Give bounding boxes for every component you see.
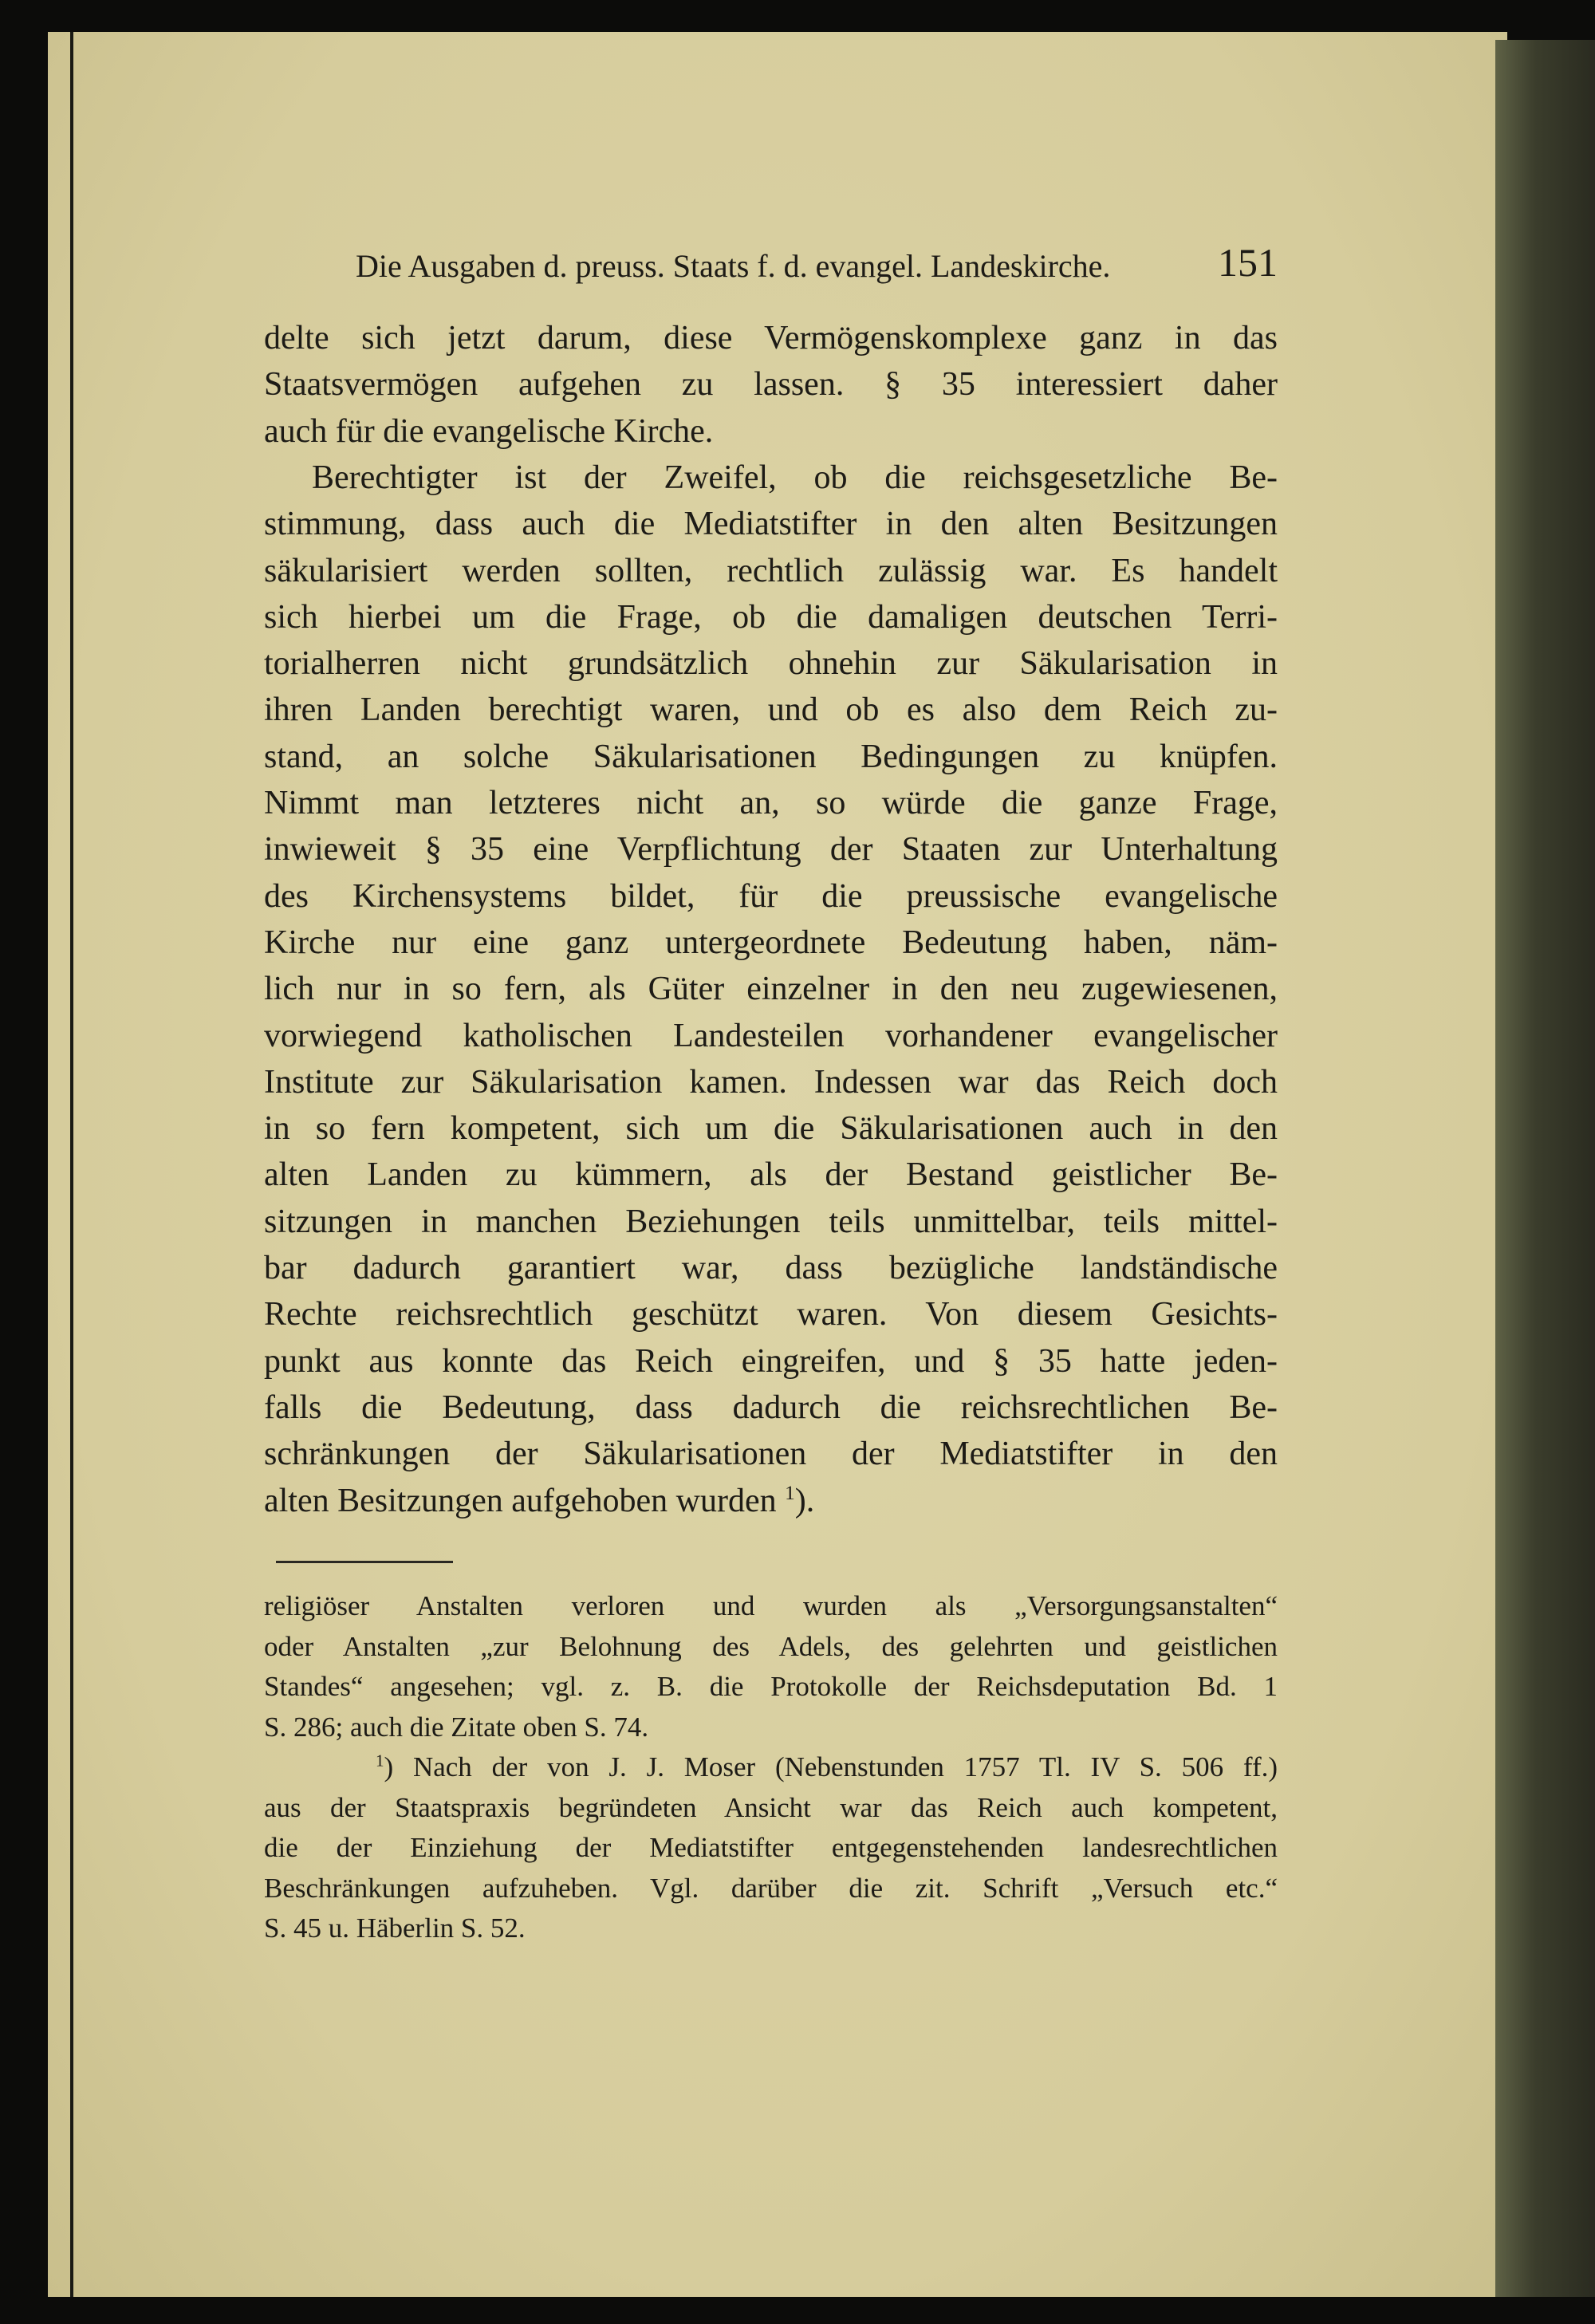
line-text: ihren Landen berechtigt waren, und ob es also dem Reich zu-: [264, 691, 1278, 729]
line-text: bar dadurch garantiert war, dass bezügliche landständische: [264, 1250, 1278, 1286]
line-text: lich nur in so fern, als Güter einzelner in den neu zugewiesenen,: [264, 971, 1278, 1008]
line-text: S. 286; auch die Zitate oben S. 74.: [264, 1711, 649, 1743]
line-text: Kirche nur eine ganz untergeordnete Bedeutung haben, näm-: [264, 924, 1278, 961]
line-text: säkularisiert werden sollten, rechtlich zulässig war. Es handelt: [264, 552, 1278, 589]
line-text: alten Landen zu kümmern, als der Bestand geistlicher Be-: [264, 1156, 1278, 1194]
body-line: [264, 640, 1278, 687]
line-text: stand, an solche Säkularisationen Bedingungen zu knüpfen.: [264, 738, 1278, 775]
running-title: Die Ausgaben d. preuss. Staats f. d. evangel. Landeskirche.: [356, 248, 1111, 284]
footnote-line: [264, 1748, 1278, 1787]
footnote-line: [264, 1708, 1278, 1747]
line-text: oder Anstalten „zur Belohnung des Adels, des gelehrten und geistlichen: [264, 1630, 1278, 1662]
body-line: [264, 873, 1278, 920]
body-line: [264, 1431, 1278, 1477]
line-text: delte sich jetzt darum, diese Vermögenskomplexe ganz in das: [264, 320, 1278, 356]
line-text: sitzungen in manchen Beziehungen teils unmittelbar, teils mittel-: [264, 1203, 1278, 1240]
body-line: [264, 1199, 1278, 1245]
body-line: [264, 1338, 1278, 1385]
line-text: S. 45 u. Häberlin S. 52.: [264, 1912, 526, 1944]
body-line: [264, 1013, 1278, 1059]
body-line: [264, 1291, 1278, 1337]
line-text: Staatsvermögen aufgehen zu lassen. § 35 interessiert daher: [264, 366, 1278, 404]
line-text: vorwiegend katholischen Landesteilen vorhandener evangelischer: [264, 1017, 1278, 1054]
body-line: [264, 1385, 1278, 1431]
page-binding-edge: [70, 32, 73, 2297]
line-text: Berechtigter ist der Zweifel, ob die reichsgesetzliche Be-: [312, 459, 1278, 496]
footnote-line: [264, 1628, 1278, 1667]
line-text: auch für die evangelische Kirche.: [264, 412, 714, 450]
line-text: sich hierbei um die Frage, ob die damaligen deutschen Terri-: [264, 598, 1278, 636]
line-text: des Kirchensystems bildet, für die preussische evangelische: [264, 877, 1278, 915]
line-text: torialherren nicht grundsätzlich ohnehin zur Säkularisation in: [264, 645, 1278, 683]
body-line: [264, 687, 1278, 733]
line-text: aus der Staatspraxis begründeten Ansicht war das Reich auch kompetent,: [264, 1791, 1278, 1823]
line-text: falls die Bedeutung, dass dadurch die reichsrechtlichen Be-: [264, 1388, 1278, 1426]
line-text: punkt aus konnte das Reich eingreifen, und § 35 hatte jeden-: [264, 1342, 1278, 1380]
body-line: [264, 408, 1278, 455]
body-line: [264, 594, 1278, 640]
footnote-line: [264, 1829, 1278, 1868]
page-number: 151: [1218, 240, 1278, 285]
line-text: stimmung, dass auch die Mediatstifter in den alten Besitzungen: [264, 506, 1278, 543]
body-line: [264, 734, 1278, 780]
footnote-line: [264, 1668, 1278, 1707]
body-line: [264, 1105, 1278, 1152]
body-line: [264, 548, 1278, 594]
body-line: [264, 826, 1278, 872]
body-line: [264, 1152, 1278, 1198]
line-text: inwieweit § 35 eine Verpflichtung der Staaten zur Unterhaltung: [264, 831, 1278, 869]
body-line: [264, 1059, 1278, 1105]
line-text: schränkungen der Säkularisationen der Mediatstifter in den: [264, 1436, 1278, 1473]
body-line: [264, 455, 1278, 501]
body-line: [264, 920, 1278, 966]
footnote-number: 1: [376, 1751, 384, 1771]
footnote-rule: [276, 1561, 453, 1563]
footnote-line: [264, 1789, 1278, 1828]
line-text: ) Nach der von J. J. Moser (Nebenstunden 1757 Tl. IV S. 506 ff.): [384, 1751, 1278, 1782]
line-text: Beschränkungen aufzuheben. Vgl. darüber die zit. Schrift „Versuch etc.“: [264, 1872, 1278, 1904]
body-line: [264, 966, 1278, 1012]
footnote-line: [264, 1587, 1278, 1626]
running-header: [264, 239, 1278, 287]
line-text: in so fern kompetent, sich um die Säkularisationen auch in den: [264, 1110, 1278, 1148]
footnote-line: [264, 1909, 1278, 1948]
body-line: [264, 315, 1278, 361]
line-text: alten Besitzungen aufgehoben wurden: [264, 1482, 777, 1519]
body-line: [264, 1245, 1278, 1291]
body-line: [264, 1478, 1278, 1524]
line-text: Standes“ angesehen; vgl. z. B. die Protokolle der Reichsdeputation Bd. 1: [264, 1671, 1278, 1702]
line-text: religiöser Anstalten verloren und wurden als „Versorgungsanstalten“: [264, 1590, 1278, 1621]
footnote-reference: 1: [785, 1482, 795, 1504]
line-text: Nimmt man letzteres nicht an, so würde die ganze Frage,: [264, 785, 1278, 821]
line-end: ).: [794, 1482, 815, 1519]
body-line: [264, 361, 1278, 408]
line-text: Institute zur Säkularisation kamen. Indessen war das Reich doch: [264, 1063, 1278, 1101]
line-text: Rechte reichsrechtlich geschützt waren. Von diesem Gesichts-: [264, 1296, 1278, 1333]
line-text: die der Einziehung der Mediatstifter entgegenstehenden landesrechtlichen: [264, 1832, 1278, 1863]
footnote-line: [264, 1869, 1278, 1908]
body-line: [264, 501, 1278, 547]
body-line: [264, 780, 1278, 826]
page-stack-edge: [1495, 40, 1595, 2297]
